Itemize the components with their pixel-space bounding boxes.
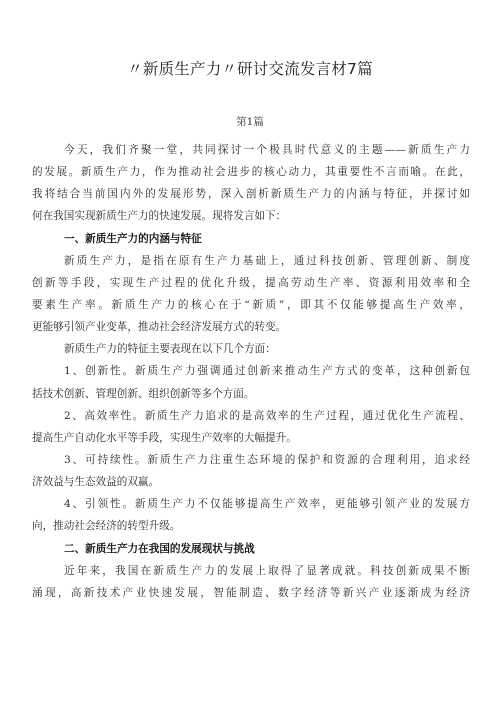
text-line: 要素生产率。新质生产力的核心在于“新质”，即其不仅能够提高生产效率， bbox=[32, 298, 470, 311]
document-body bbox=[32, 139, 470, 604]
text-line: 新质生产力的特征主要表现在以下几个方面： bbox=[64, 343, 276, 356]
text-line: 向，推动社会经济的转型升级。 bbox=[32, 520, 181, 533]
text-line: 提高生产自动化水平等手段，实现生产效率的大幅提升。 bbox=[32, 431, 297, 444]
section-heading: 二、新质生产力在我国的发展现状与挑战 bbox=[64, 542, 255, 555]
text-line: 近年来，我国在新质生产力的发展上取得了显著成就。科技创新成果不断 bbox=[64, 564, 470, 577]
section-number: 第1篇 bbox=[236, 116, 264, 128]
text-line: 济效益与生态效益的双赢。 bbox=[32, 476, 160, 489]
text-line: 括技术创新、管理创新、组织创新等多个方面。 bbox=[32, 387, 255, 400]
document-title: 〃新质生产力〃研讨交流发言材7篇 bbox=[127, 60, 373, 78]
text-line: 更能够引领产业变革，推动社会经济发展方式的转变。 bbox=[32, 321, 287, 334]
section-heading: 一、新质生产力的内涵与特征 bbox=[64, 232, 202, 245]
text-line: 何在我国实现新质生产力的快速发展。现将发言如下： bbox=[32, 210, 287, 223]
text-line: 1、创新性。新质生产力强调通过创新来推动生产方式的变革，这种创新包 bbox=[64, 365, 470, 378]
text-line: 2、高效率性。新质生产力追求的是高效率的生产过程，通过优化生产流程、 bbox=[64, 409, 470, 422]
text-line: 今天，我们齐聚一堂，共同探讨一个极具时代意义的主题——新质生产力 bbox=[64, 144, 470, 156]
text-line: 3、可持续性。新质生产力注重生态环境的保护和资源的合理利用，追求经 bbox=[64, 453, 470, 466]
text-line: 创新等手段，实现生产过程的优化升级，提高劳动生产率、资源利用效率和全 bbox=[32, 276, 470, 289]
text-line: 4、引领性。新质生产力不仅能够提高生产效率，更能够引领产业的发展方 bbox=[64, 498, 470, 511]
text-line: 的发展。新质生产力，作为推动社会进步的核心动力，其重要性不言而喻。在此， bbox=[32, 166, 470, 179]
text-line: 我将结合当前国内外的发展形势，深入剖析新质生产力的内涵与特征，并探讨如 bbox=[32, 188, 470, 201]
text-line: 新质生产力，是指在原有生产力基础上，通过科技创新、管理创新、制度 bbox=[64, 254, 470, 267]
text-line: 涌现，高新技术产业快速发展，智能制造、数字经济等新兴产业逐渐成为经济 bbox=[32, 586, 470, 599]
